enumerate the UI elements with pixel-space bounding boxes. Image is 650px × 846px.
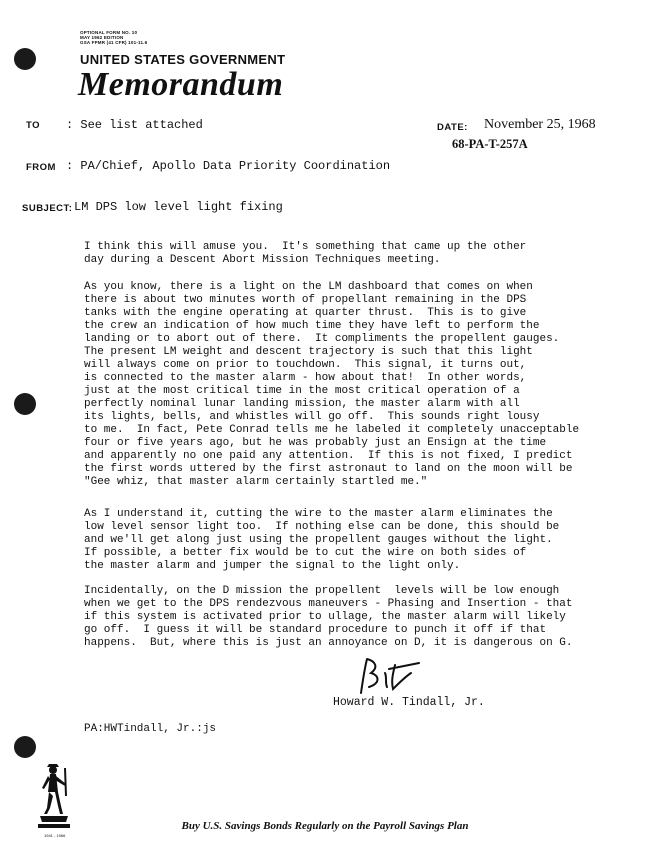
- body-line: Incidentally, on the D mission the propellent levels will be low enough: [84, 585, 560, 597]
- body-line: the first words uttered by the first astronaut to land on the moon will be: [84, 463, 573, 475]
- to-label: TO: [26, 120, 41, 131]
- punch-hole-middle: [14, 393, 36, 415]
- body-line: landing or to abort out of there. It compliments the propellent gauges.: [84, 333, 560, 345]
- form-line: MAY 1962 EDITION: [80, 35, 124, 40]
- body-line: day during a Descent Abort Mission Techniques meeting.: [84, 254, 441, 266]
- government-heading: UNITED STATES GOVERNMENT: [80, 52, 286, 67]
- body-line: there is about two minutes worth of propellant remaining in the DPS: [84, 294, 527, 306]
- body-line: As I understand it, cutting the wire to the master alarm eliminates the: [84, 508, 553, 520]
- body-line: to me. In fact, Pete Conrad tells me he labeled it completely unacceptable: [84, 424, 580, 436]
- body-line: if this system is activated prior to ullage, the master alarm will likely: [84, 611, 566, 623]
- form-number-block: [80, 30, 147, 45]
- body-line: four or five years ago, but he was probably just an Ensign at the time: [84, 437, 547, 449]
- body-line: go off. I guess it will be standard procedure to punch it off if that: [84, 624, 547, 636]
- body-line: the crew an indication of how much time they have left to perform the: [84, 320, 540, 332]
- body-paragraph-1: [84, 241, 604, 267]
- form-line: OPTIONAL FORM NO. 10: [80, 30, 138, 35]
- body-line: I think this will amuse you. It's something that came up the other: [84, 241, 527, 253]
- body-line: is connected to the master alarm - how about that! In other words,: [84, 372, 527, 384]
- body-line: "Gee whiz, that master alarm certainly startled me.": [84, 476, 428, 488]
- from-value: : PA/Chief, Apollo Data Priority Coordination: [66, 159, 391, 173]
- body-line: will always come on prior to touchdown. This signal, it turns out,: [84, 359, 527, 371]
- subject-value: LM DPS low level light fixing: [74, 200, 283, 214]
- body-line: just at the most critical time in the most critical operation of a: [84, 385, 520, 397]
- handwritten-signature: [355, 655, 425, 700]
- body-line: happens. But, where this is just an annoyance on D, it is dangerous on G.: [84, 637, 573, 649]
- reference-number: 68-PA-T-257A: [452, 137, 528, 151]
- body-line: low level sensor light too. If nothing else can be done, this should be: [84, 521, 560, 533]
- subject-label: SUBJECT:: [22, 203, 73, 214]
- emblem-caption: 1941 - 1966: [44, 833, 66, 838]
- date-label: DATE:: [437, 122, 468, 133]
- to-value: : See list attached: [66, 118, 203, 132]
- typist-initials: PA:HWTindall, Jr.:js: [84, 723, 217, 735]
- body-paragraph-2: [84, 281, 604, 489]
- body-line: perfectly nominal lunar landing mission, the master alarm with all: [84, 398, 520, 410]
- body-line: when we get to the DPS rendezvous maneuvers - Phasing and Insertion - that: [84, 598, 573, 610]
- body-line: and we'll get along just using the propellent gauges without the light.: [84, 534, 553, 546]
- punch-hole-top: [14, 48, 36, 70]
- body-paragraph-4: [84, 585, 604, 650]
- date-value: November 25, 1968: [484, 117, 596, 132]
- body-paragraph-3: [84, 508, 604, 573]
- body-line: The present LM weight and descent trajectory is such that this light: [84, 346, 533, 358]
- savings-bonds-footer: Buy U.S. Savings Bonds Regularly on the Payroll Savings Plan: [181, 820, 469, 832]
- body-line: its lights, bells, and whistles will go off. This sounds right lousy: [84, 411, 540, 423]
- body-line: tanks with the engine operating at quarter thrust. This is to give: [84, 307, 527, 319]
- from-label: FROM: [26, 162, 56, 173]
- signer-name: Howard W. Tindall, Jr.: [333, 696, 485, 709]
- memo-title: Memorandum: [78, 66, 284, 103]
- form-line: GSA FPMR (41 CFR) 101-11.6: [80, 40, 148, 45]
- body-line: If possible, a better fix would be to cut the wire on both sides of: [84, 547, 527, 559]
- body-line: As you know, there is a light on the LM dashboard that comes on when: [84, 281, 533, 293]
- body-line: and apparently no one paid any attention. If this is not fixed, I predict: [84, 450, 573, 462]
- body-line: the master alarm and jumper the signal to the light only.: [84, 560, 461, 572]
- punch-hole-bottom: [14, 736, 36, 758]
